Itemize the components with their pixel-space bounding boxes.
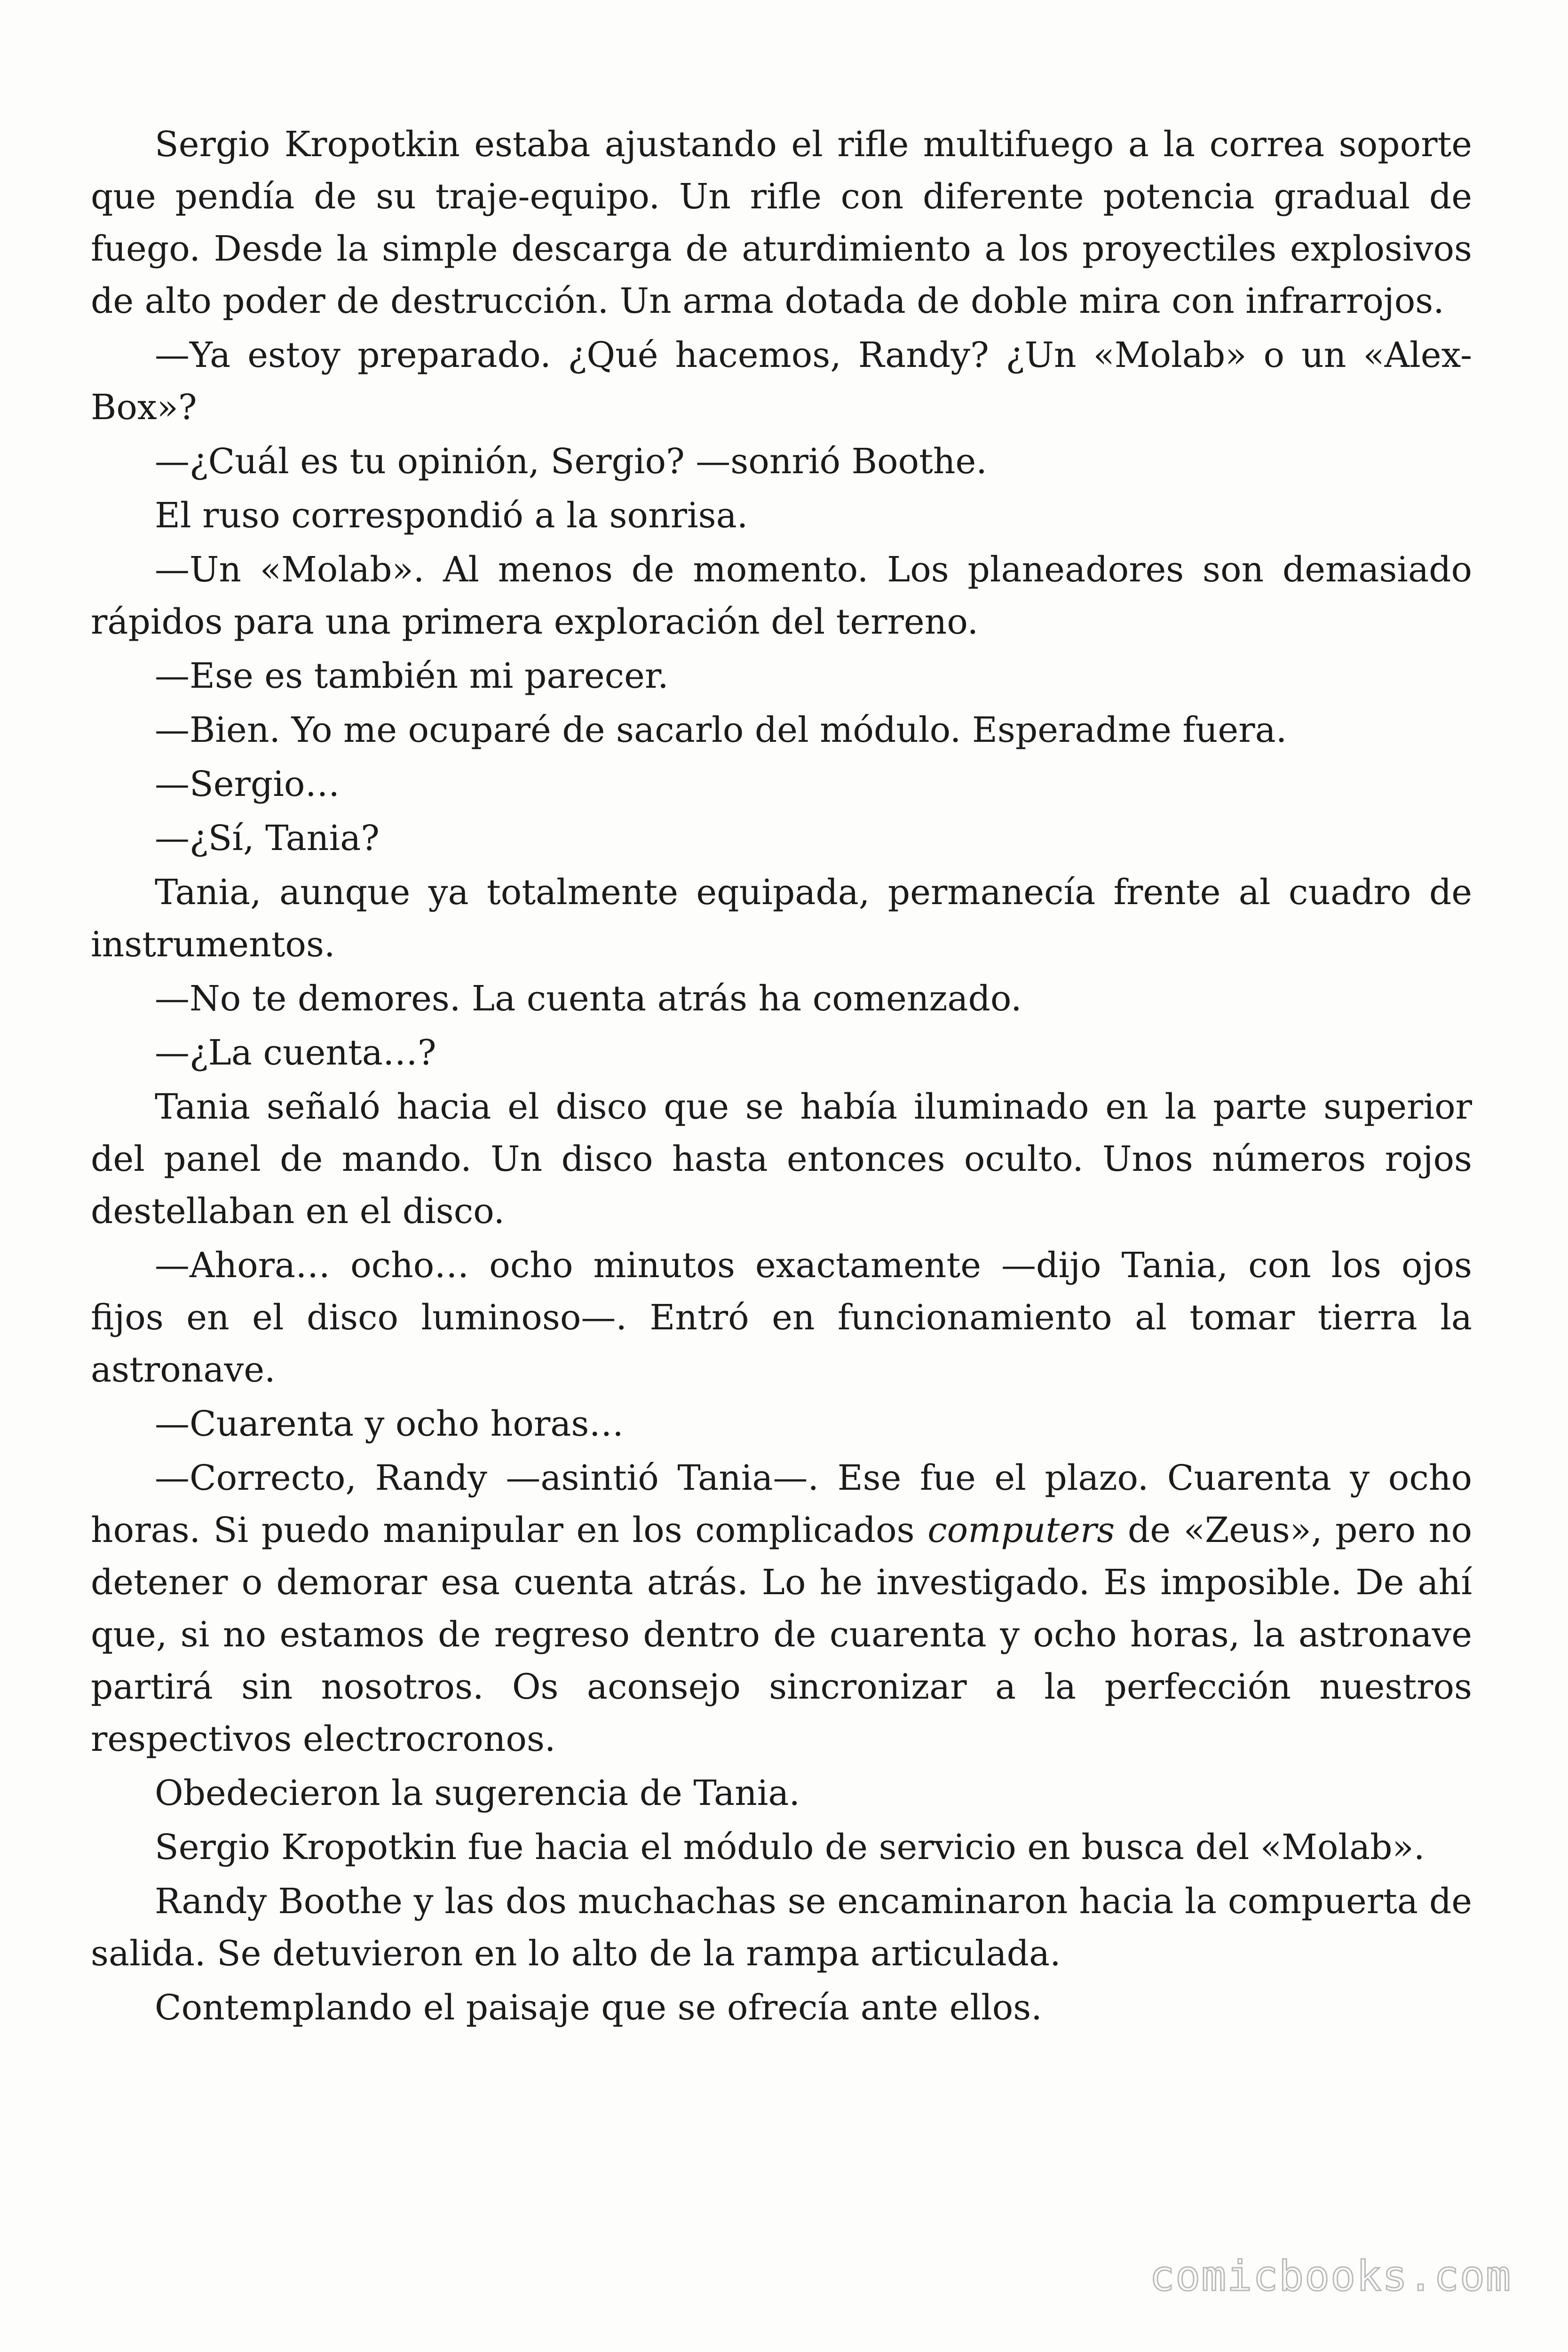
paragraph-text-before: —Correcto, Randy —asintió Tania—. Ese fue el plazo. Cuarenta y ocho horas. Si puedo manipular en los complicados — [91, 1458, 1472, 1550]
body-text — [91, 119, 1472, 2036]
paragraph: El ruso correspondió a la sonrisa. — [155, 495, 748, 536]
paragraph: Contemplando el paisaje que se ofrecía ante ellos. — [155, 1987, 1042, 2028]
paragraph: —¿Cuál es tu opinión, Sergio? —sonrió Boothe. — [155, 441, 987, 482]
paragraph: Sergio Kropotkin fue hacia el módulo de servicio en busca del «Molab». — [155, 1827, 1425, 1867]
paragraph: —¿La cuenta…? — [155, 1033, 436, 1073]
paragraph: —Sergio… — [155, 764, 340, 804]
paragraph: —Ya estoy preparado. ¿Qué hacemos, Randy? ¿Un «Molab» o un «Alex-Box»? — [91, 335, 1472, 428]
italic-word: computers — [927, 1510, 1115, 1550]
paragraph: —Ahora… ocho… ocho minutos exactamente —dijo Tania, con los ojos fijos en el disco luminoso—. Entró en funcionamiento al tomar tierra la astronave. — [91, 1245, 1472, 1390]
paragraph: —Cuarenta y ocho horas… — [155, 1404, 624, 1444]
paragraph: —¿Sí, Tania? — [155, 818, 380, 858]
paragraph: —Ese es también mi parecer. — [155, 656, 669, 696]
paragraph: —No te demores. La cuenta atrás ha comenzado. — [155, 978, 1022, 1019]
paragraph: Tania señaló hacia el disco que se había iluminado en la parte superior del panel de mando. Un disco hasta entonces oculto. Unos números rojos destellaban en el disco. — [91, 1087, 1472, 1232]
paragraph: Randy Boothe y las dos muchachas se encaminaron hacia la compuerta de salida. Se detuvieron en lo alto de la rampa articulada. — [91, 1881, 1472, 1974]
watermark: comicbooks.com — [1149, 2252, 1512, 2300]
paragraph: —Bien. Yo me ocuparé de sacarlo del módulo. Esperadme fuera. — [155, 710, 1287, 750]
paragraph: —Un «Molab». Al menos de momento. Los planeadores son demasiado rápidos para una primera exploración del terreno. — [91, 549, 1472, 642]
paragraph: Obedecieron la sugerencia de Tania. — [155, 1773, 800, 1813]
paragraph — [91, 1452, 1472, 1765]
paragraph: Sergio Kropotkin estaba ajustando el rifle multifuego a la correa soporte que pendía de su traje-equipo. Un rifle con diferente potencia gradual de fuego. Desde la simple descarga de aturdimiento a los proyectiles explosivos de alto poder de destrucción. Un arma dotada de doble mira con infrarrojos. — [91, 124, 1472, 321]
paragraph: Tania, aunque ya totalmente equipada, permanecía frente al cuadro de instrumentos. — [91, 872, 1472, 965]
paragraph-text-after: de «Zeus», pero no detener o demorar esa cuenta atrás. Lo he investigado. Es imposible. De ahí que, si no estamos de regreso dentro de cuarenta y ocho horas, la astronave partirá sin nosotros. Os aconsejo sincronizar a la perfección nuestros respectivos electrocronos. — [91, 1510, 1473, 1759]
